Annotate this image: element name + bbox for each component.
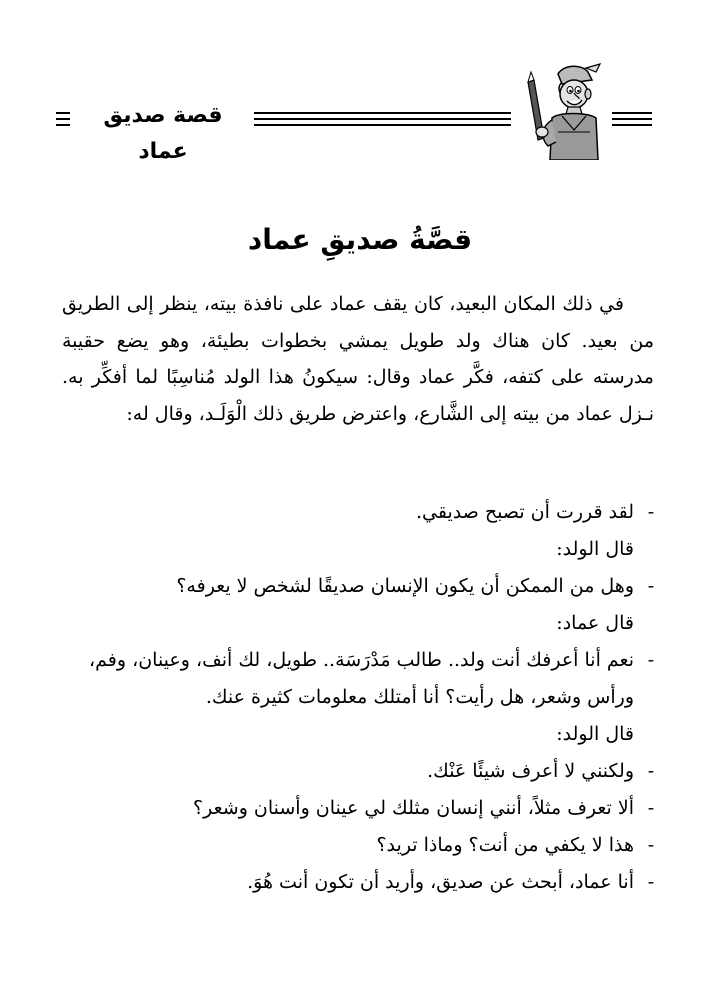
- dash-bullet: -: [647, 834, 655, 856]
- dash-bullet: -: [647, 871, 655, 893]
- story-paragraph: في ذلك المكان البعيد، كان يقف عماد على نافذة بيته، ينظر إلى الطريق من بعيد. كان هناك ولد طويل يمشي بخطوات بطيئة، وهو يضع حقيبة مدرسته على كتفه، فكَّر عماد وقال: سيكونُ هذا الولد مُناسِبًا لما أفكِّر به. نـزل عماد من بيته إلى الشَّارع، واعترض طريق ذلك الْوَلَـد، وقال له:: [62, 293, 654, 425]
- dash-bullet: -: [647, 649, 655, 671]
- dialogue-line-text: هذا لا يكفي من أنت؟ وماذا تريد؟: [376, 834, 634, 856]
- story-body: [62, 286, 654, 432]
- header-rule-right: [612, 112, 652, 126]
- dash-bullet: -: [647, 760, 655, 782]
- dash-bullet: -: [647, 797, 655, 819]
- header-rule-middle: [254, 112, 511, 126]
- page-header: [56, 92, 664, 164]
- speaker-line: قال الولد:: [556, 723, 634, 745]
- dialogue-line: [62, 568, 660, 605]
- dialogue-line: [62, 753, 660, 790]
- dialogue-line-text: وهل من الممكن أن يكون الإنسان صديقًا لشخص لا يعرفه؟: [176, 575, 634, 597]
- dialogue-line: [62, 790, 660, 827]
- dialogue-line: [62, 827, 660, 864]
- dialogue-line: [62, 864, 660, 901]
- dialogue-line-text: نعم أنا أعرفك أنت ولد.. طالب مَدْرَسَة.. طويل، لك أنف، وعينان، وفم، ورأس وشعر، هل رأيت؟ أنا أمتلك معلومات كثيرة عنك.: [89, 649, 634, 708]
- boy-with-pencil-icon: [518, 60, 604, 160]
- dialogue-line: [62, 642, 660, 716]
- speaker-line: قال عماد:: [556, 612, 634, 634]
- dialogue: [62, 494, 660, 901]
- header-title: قصة صديق عماد: [103, 103, 223, 164]
- dash-bullet: -: [647, 575, 655, 597]
- dialogue-line-text: ولكنني لا أعرف شيئًا عَنْك.: [427, 760, 634, 782]
- dialogue-line: [62, 494, 660, 531]
- dash-bullet: -: [647, 501, 655, 523]
- speaker-line: قال الولد:: [556, 538, 634, 560]
- dialogue-line-text: لقد قررت أن تصبح صديقي.: [415, 501, 634, 523]
- dialogue-line-text: ألا تعرف مثلاً، أنني إنسان مثلك لي عينان وأسنان وشعر؟: [193, 797, 634, 819]
- story-title: قصَّةُ صديقِ عماد: [247, 223, 473, 256]
- header-rule-left: [56, 112, 70, 126]
- dialogue-line-text: أنا عماد، أبحث عن صديق، وأريد أن تكون أنت هُوَ.: [247, 871, 634, 893]
